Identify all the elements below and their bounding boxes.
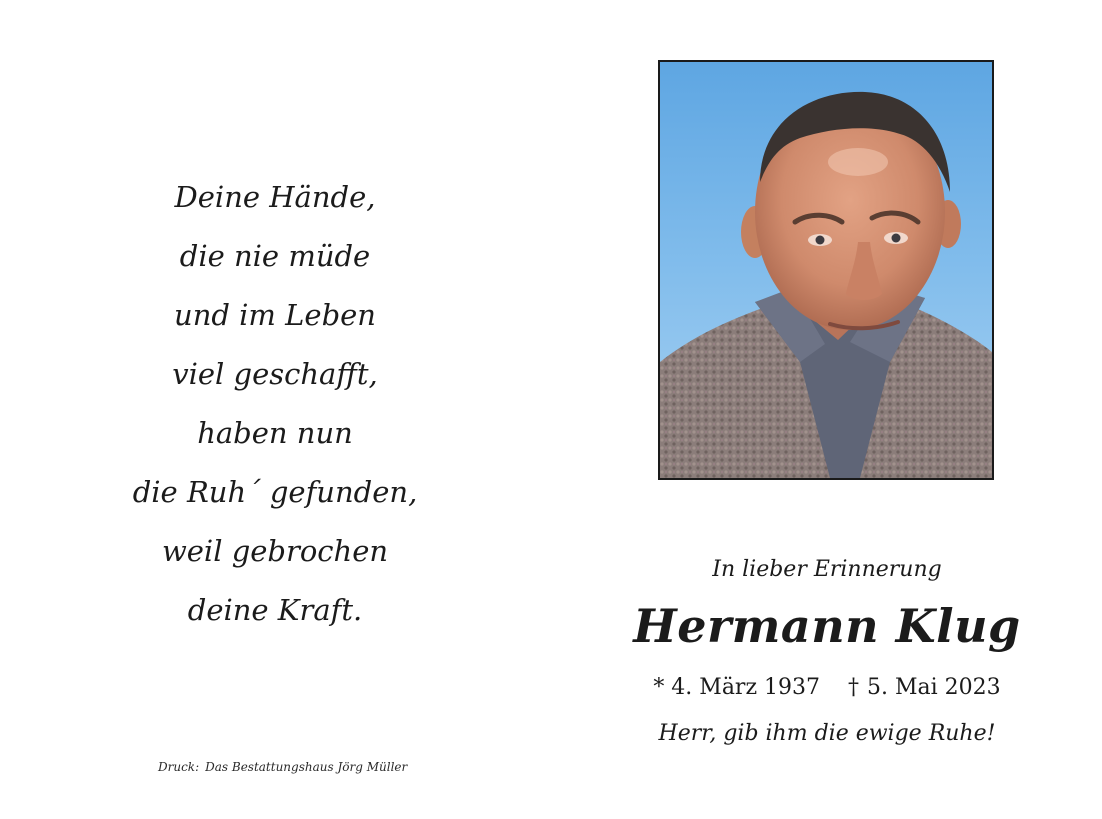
- portrait-icon: [660, 62, 992, 478]
- birth-date: * 4. März 1937: [653, 675, 821, 700]
- memorial-subtitle: In lieber Erinnerung: [712, 557, 942, 582]
- poem-line: Deine Hände,: [174, 180, 376, 214]
- poem-line: die nie müde: [179, 239, 371, 273]
- printer-name: Das Bestattungshaus Jörg Müller: [205, 760, 408, 774]
- deceased-name: Hermann Klug: [633, 599, 1021, 653]
- poem: [105, 168, 445, 640]
- cross-icon: †: [848, 675, 860, 700]
- poem-line: weil gebrochen: [161, 534, 389, 568]
- poem-line: viel geschafft,: [172, 357, 378, 391]
- poem-line: die Ruh´ gefunden,: [132, 475, 418, 509]
- poem-line: deine Kraft.: [187, 593, 363, 627]
- poem-line: haben nun: [197, 416, 353, 450]
- death-date: 5. Mai 2023: [867, 675, 1001, 700]
- printer-credit: [158, 760, 407, 774]
- poem-line: und im Leben: [174, 298, 376, 332]
- printer-label: Druck:: [158, 760, 200, 774]
- life-dates: [627, 662, 1027, 712]
- memorial-text: [627, 550, 1027, 756]
- prayer-line: Herr, gib ihm die ewige Ruhe!: [658, 721, 996, 746]
- portrait-photo: [658, 60, 994, 480]
